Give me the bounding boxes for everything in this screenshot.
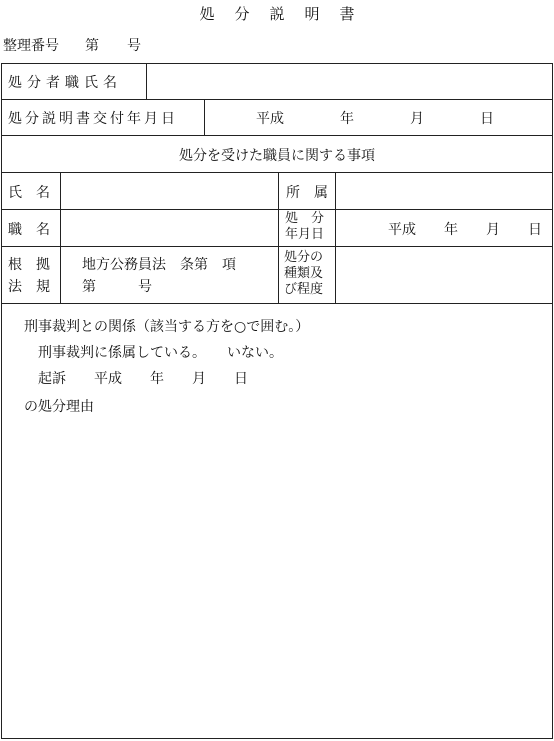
- registration-number-label: 整理番号: [3, 38, 59, 54]
- criminal-trial-status[interactable]: 刑事裁判に係属している。 いない。: [38, 345, 283, 361]
- row-divider: [2, 99, 552, 100]
- affiliation-field[interactable]: [337, 173, 550, 208]
- section-heading: 処分を受けた職員に関する事項: [179, 148, 375, 164]
- criminal-trial-relation: 刑事裁判との関係（該当する方を○で囲む。）: [24, 319, 310, 335]
- disposition-kind-label-line1: 処分の: [284, 250, 324, 265]
- col-divider: [278, 172, 279, 303]
- post-label: 職 名: [8, 222, 50, 238]
- disposition-date-label: [285, 211, 324, 243]
- col-divider: [204, 99, 205, 135]
- basis-value[interactable]: [82, 254, 236, 298]
- basis-value-line2: 第 号: [82, 279, 152, 295]
- disposer-field[interactable]: [148, 65, 550, 97]
- col-divider: [335, 172, 336, 303]
- disposition-date-value[interactable]: 平成 年 月 日: [388, 222, 542, 238]
- col-divider: [60, 172, 61, 303]
- disposition-kind-label: [284, 250, 323, 298]
- page-title: 処分説明書: [199, 5, 375, 23]
- basis-value-line1: 地方公務員法 条第 項: [82, 257, 236, 273]
- basis-label-line1: 根 拠: [8, 257, 50, 273]
- disposition-reason-field[interactable]: [24, 416, 544, 731]
- disposition-kind-label-line2: 種類及: [284, 266, 324, 281]
- disposer-label: 処分者職氏名: [8, 75, 122, 91]
- registration-number-value[interactable]: 第 号: [85, 38, 141, 54]
- basis-label-line2: 法 規: [8, 279, 50, 295]
- name-field[interactable]: [62, 173, 276, 208]
- basis-label: [8, 254, 50, 298]
- col-divider: [146, 64, 147, 99]
- affiliation-label: 所 属: [286, 185, 328, 201]
- row-divider: [2, 135, 552, 136]
- disposition-reason-label: の処分理由: [24, 399, 94, 415]
- disposition-date-label-line2: 年月日: [285, 227, 325, 242]
- disposition-date-label-line1: 処 分: [285, 211, 325, 226]
- disposition-kind-field[interactable]: [337, 247, 550, 302]
- prosecution-date[interactable]: 起訴 平成 年 月 日: [38, 371, 248, 387]
- form-table: [1, 63, 553, 739]
- name-label: 氏 名: [8, 185, 50, 201]
- row-divider: [2, 303, 552, 304]
- issue-date-value[interactable]: 平成 年 月 日: [256, 111, 494, 127]
- post-field[interactable]: [62, 210, 276, 245]
- disposition-kind-label-line3: び程度: [284, 282, 324, 297]
- registration-number: [3, 35, 141, 55]
- issue-date-label: 処分説明書交付年月日: [8, 111, 178, 127]
